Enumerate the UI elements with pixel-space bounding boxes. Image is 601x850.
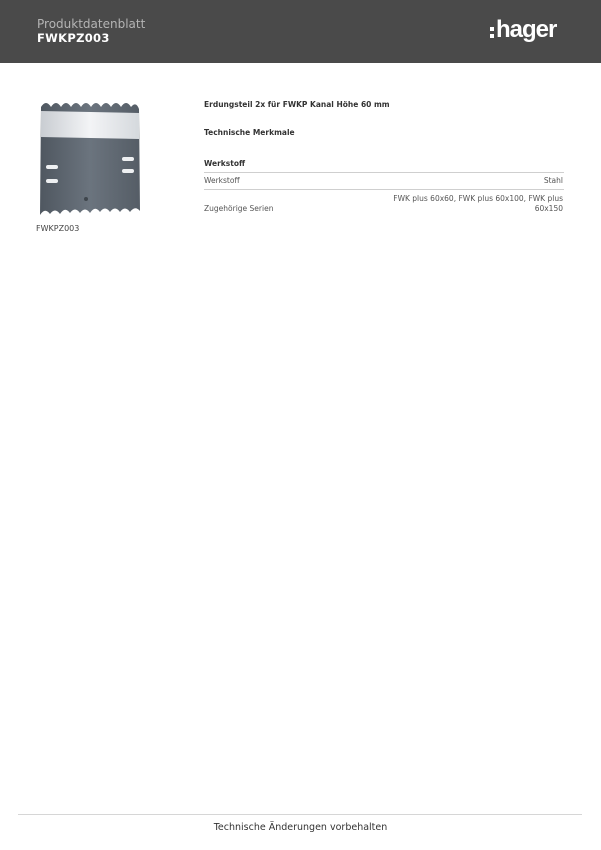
- group-heading-material: Werkstoff: [204, 159, 246, 168]
- image-caption: FWKPZ003: [36, 224, 80, 233]
- hager-logo: [490, 17, 556, 43]
- header-bar: [0, 0, 601, 63]
- spec-value-line: Stahl: [543, 176, 563, 185]
- table-divider: [204, 189, 564, 190]
- spec-value-line: 60x150: [534, 204, 563, 213]
- footer-note: Technische Änderungen vorbehalten: [213, 822, 388, 833]
- spec-label-material: Werkstoff: [204, 176, 240, 185]
- footer-divider: [18, 814, 582, 815]
- header-product-code: FWKPZ003: [37, 31, 110, 45]
- section-heading-technical: Technische Merkmale: [204, 128, 295, 137]
- spec-value-series: [393, 194, 563, 214]
- logo-dots-icon: [490, 27, 494, 38]
- table-divider: [204, 172, 564, 173]
- logo-text: hager: [496, 16, 557, 43]
- document-type: Produktdatenblatt: [37, 17, 146, 31]
- spec-label-series: Zugehörige Serien: [204, 204, 274, 213]
- product-title: Erdungsteil 2x für FWKP Kanal Höhe 60 mm: [204, 100, 390, 109]
- spec-value-line: FWK plus 60x60, FWK plus 60x100, FWK plus: [393, 194, 563, 203]
- grounding-plate-image: [36, 97, 142, 222]
- spec-value-material: [544, 176, 563, 186]
